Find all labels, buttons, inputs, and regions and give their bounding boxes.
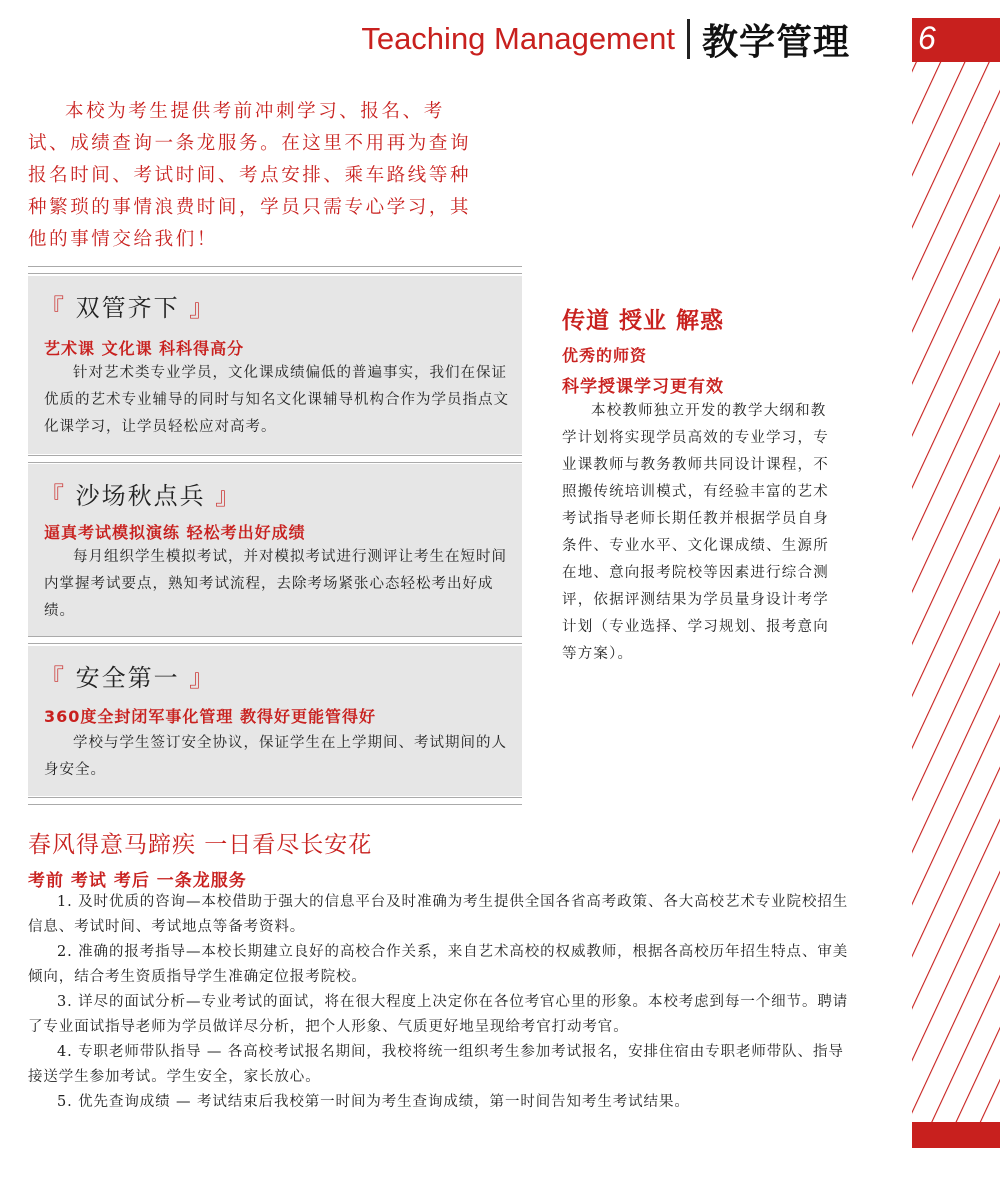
box-subtitle: 艺术课 文化课 科科得高分: [44, 339, 245, 358]
header-title-en: Teaching Management: [361, 21, 675, 56]
box-body: 学校与学生签订安全协议，保证学生在上学期间、考试期间的人身安全。: [44, 735, 507, 778]
box-title-text: 沙场秋点兵: [75, 482, 206, 510]
service-subtitle: 考前 考试 考后 一条龙服务: [28, 871, 247, 891]
box-subtitle: 逼真考试模拟演练 轻松考出好成绩: [44, 523, 306, 542]
list-item: 4. 专职老师带队指导 — 各高校考试报名期间，我校将统一组织考生参加考试报名，安排住宿由专职老师带队、指导接送学生参加考试。学生安全，家长放心。: [28, 1044, 844, 1085]
feature-box-3: [28, 646, 522, 796]
box-divider: [28, 636, 522, 644]
service-list: [28, 890, 852, 1116]
quote-mark-close: 』: [215, 482, 242, 510]
box-body: 针对艺术类专业学员，文化课成绩偏低的普遍事实，我们在保证优质的艺术专业辅导的同时与知名文化课辅导机构合作为学员指点文化课学习，让学员轻松应对高考。: [44, 365, 509, 435]
teachers-body: 本校教师独立开发的教学大纲和教学计划将实现学员高效的专业学习，专业课教师与教务教师共同设计课程，不照搬传统培训模式，有经验丰富的艺术考试指导老师长期任教并根据学员自身条件、专业水平、文化课成绩、生源所在地、意向报考院校等因素进行综合测评，依据评测结果为学员量身设计考学计划（专业选择、学习规划、报考意向等方案）。: [562, 403, 829, 662]
quote-mark-open: 『: [40, 482, 66, 510]
header-divider: [687, 19, 690, 59]
box-title: [40, 658, 215, 693]
list-item: 5. 优先查询成绩 — 考试结束后我校第一时间为考生查询成绩，第一时间告知考生考试结果。: [57, 1094, 690, 1110]
list-item: 3. 详尽的面试分析—专业考试的面试，将在很大程度上决定你在各位考官心里的形象。本校考虑到每一个细节。聘请了专业面试指导老师为学员做详尽分析，把个人形象、气质更好地呈现给考官打动考官。: [28, 994, 849, 1035]
box-divider: [28, 266, 522, 274]
quote-mark-close: 』: [189, 294, 216, 322]
box-title-text: 安全第一: [75, 664, 180, 692]
box-divider: [28, 455, 522, 463]
box-divider: [28, 797, 522, 805]
teachers-title: 传道 授业 解惑: [562, 308, 725, 334]
feature-box-1: [28, 276, 522, 454]
quote-mark-open: 『: [40, 294, 66, 322]
box-title-text: 双管齐下: [75, 294, 180, 322]
page-number: 6: [918, 20, 936, 56]
service-title: 春风得意马蹄疾 一日看尽长安花: [28, 832, 373, 858]
quote-mark-open: 『: [40, 664, 66, 692]
intro-paragraph: 本校为考生提供考前冲刺学习、报名、考试、成绩查询一条龙服务。在这里不用再为查询报名时间、考试时间、考点安排、乘车路线等种种繁琐的事情浪费时间，学员只需专心学习，其他的事情交给我们！: [28, 101, 472, 250]
strip-footer-bar: [912, 1122, 1000, 1148]
diagonal-stripes-decoration: [912, 18, 1000, 1148]
quote-mark-close: 』: [189, 664, 216, 692]
list-item: 2. 准确的报考指导—本校长期建立良好的高校合作关系，来自艺术高校的权威教师，根据各高校历年招生特点、审美倾向，结合考生资质指导学生准确定位报考院校。: [28, 944, 849, 985]
box-subtitle: 360度全封闭军事化管理 教得好更能管得好: [44, 707, 376, 726]
page-header: [361, 14, 850, 64]
box-title: [40, 476, 241, 511]
box-title: [40, 288, 215, 323]
teachers-subtitle-1: 优秀的师资: [562, 346, 648, 365]
teachers-subtitle-2: 科学授课学习更有效: [562, 377, 724, 397]
box-body: 每月组织学生模拟考试，并对模拟考试进行测评让考生在短时间内掌握考试要点，熟知考试流程，去除考场紧张心态轻松考出好成绩。: [44, 549, 507, 619]
list-item: 1. 及时优质的咨询—本校借助于强大的信息平台及时准确为考生提供全国各省高考政策、各大高校艺术专业院校招生信息、考试时间、考试地点等备考资料。: [28, 894, 849, 935]
header-title-cn: 教学管理: [701, 21, 850, 63]
feature-box-2: [28, 464, 522, 636]
